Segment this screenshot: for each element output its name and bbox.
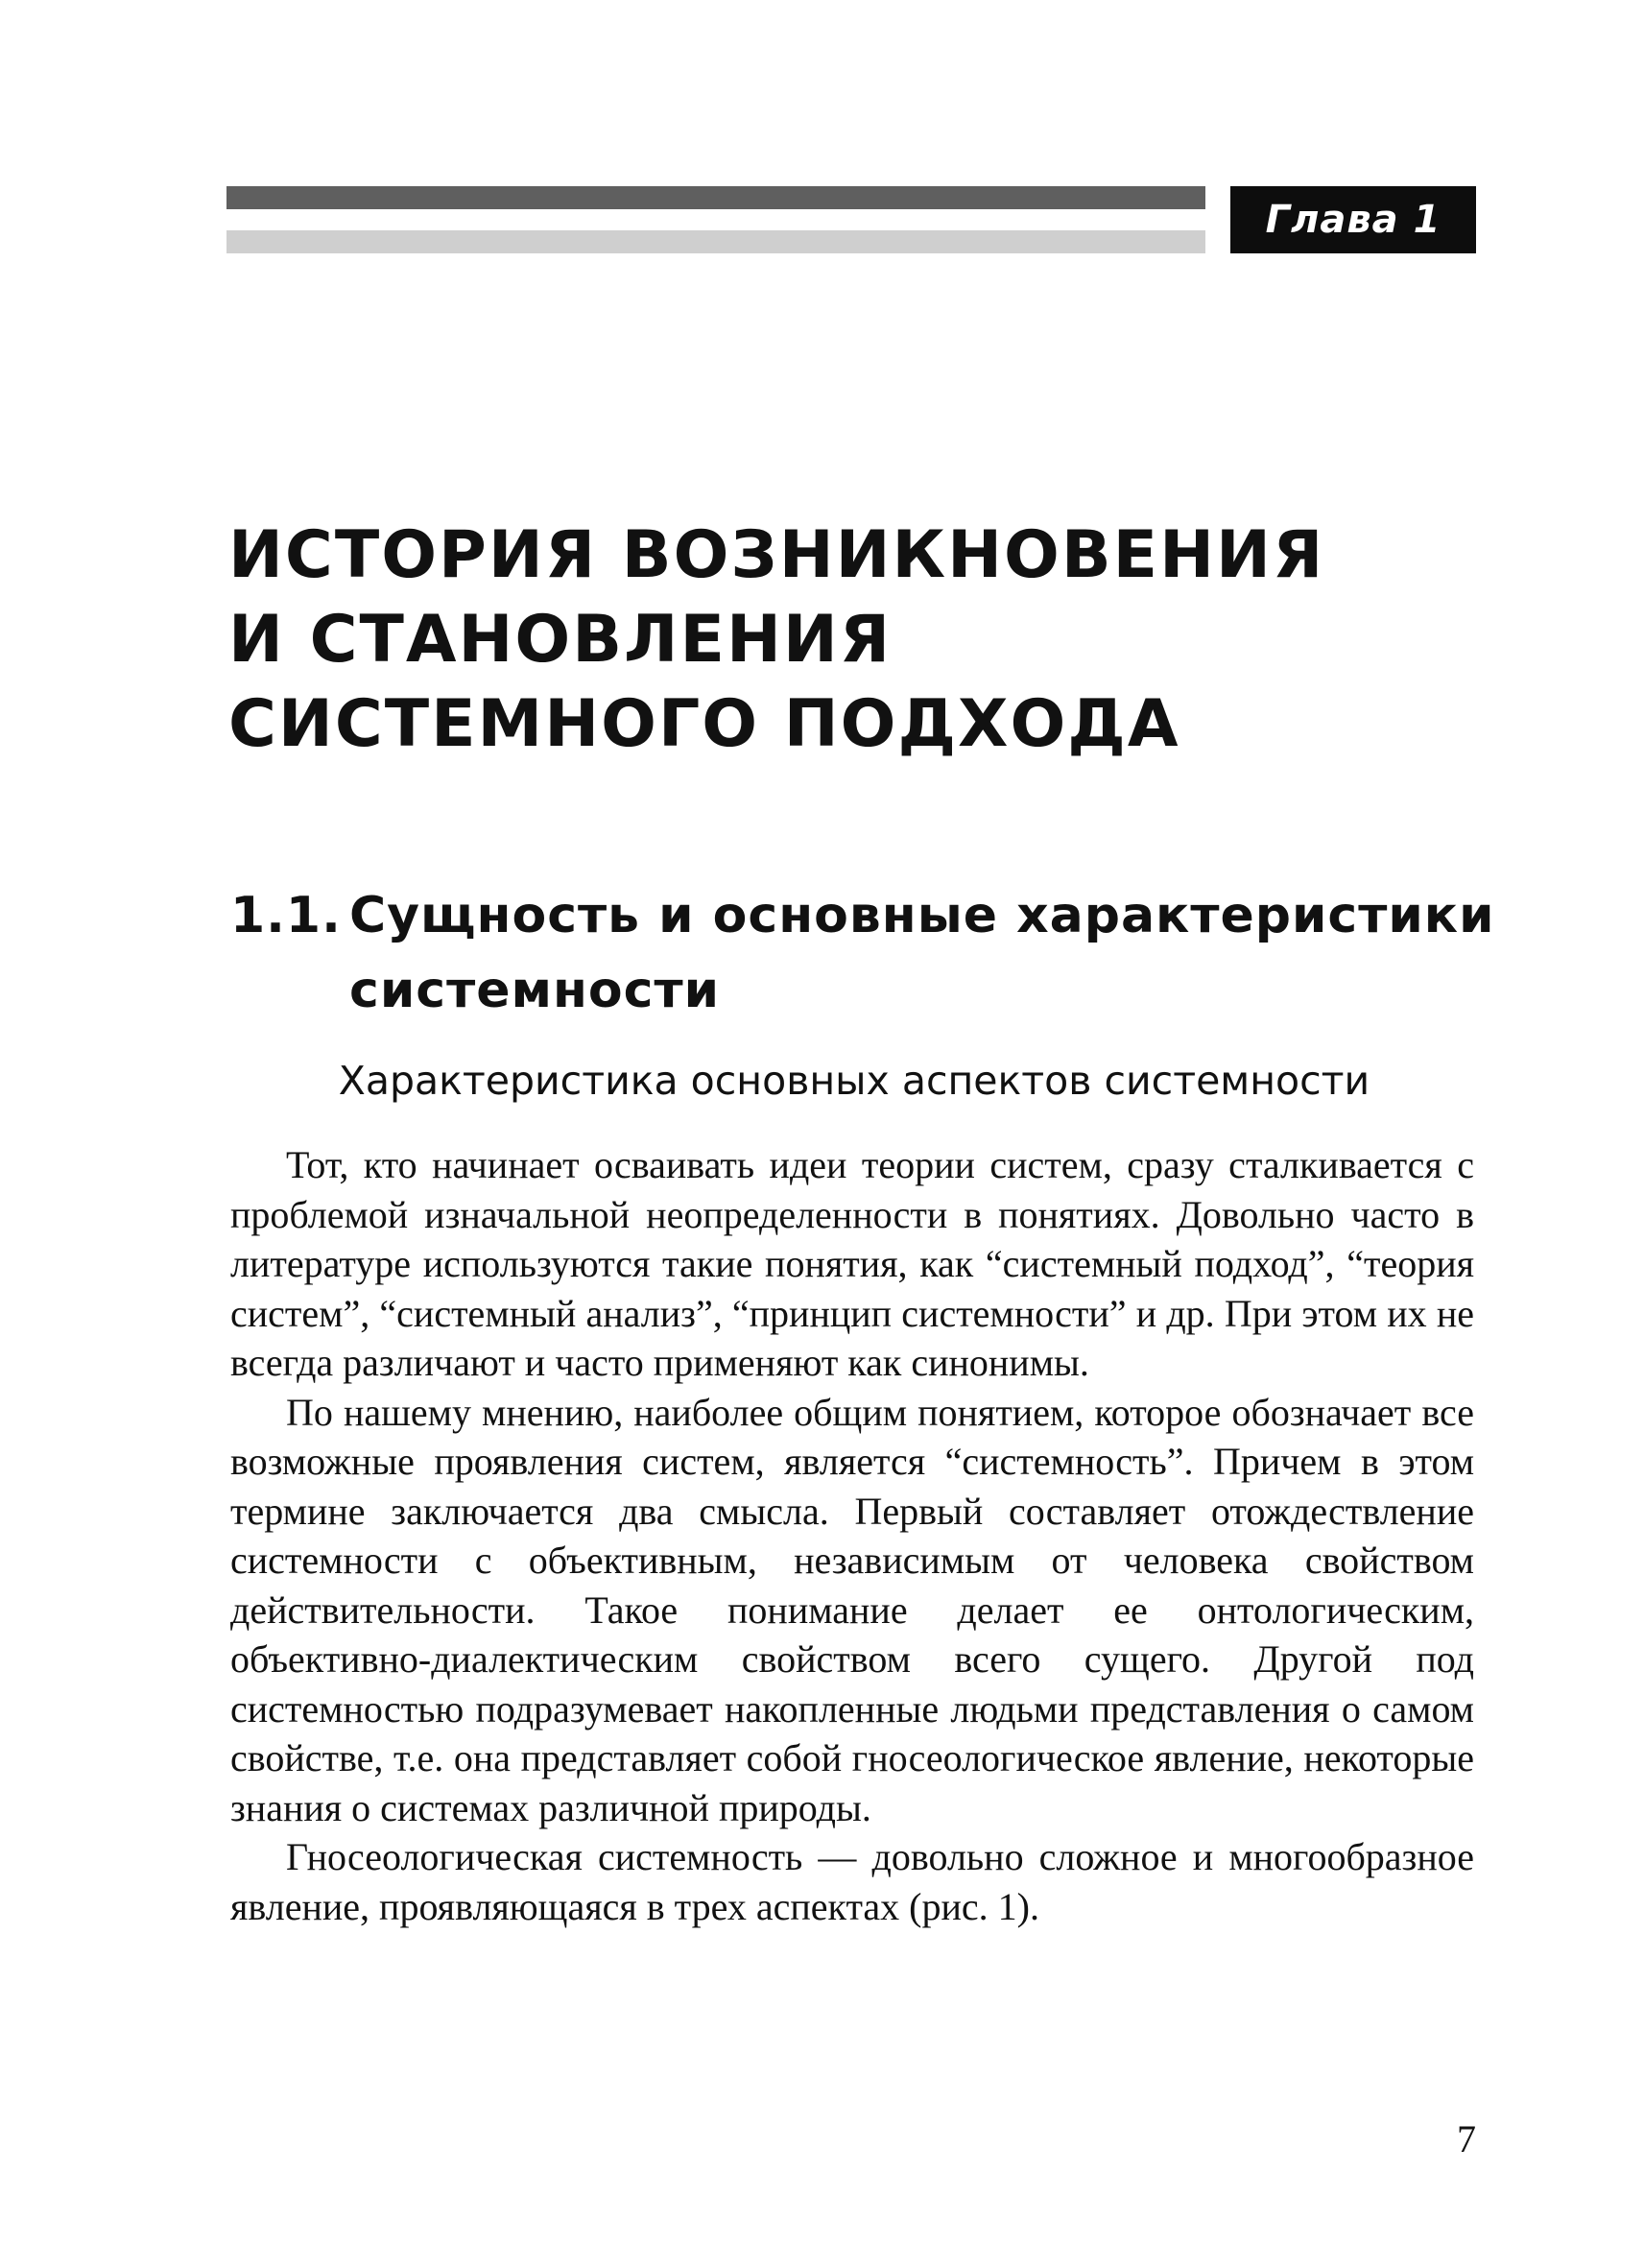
chapter-title <box>228 513 1476 767</box>
section-title-line: Сущность и основные характеристики <box>349 887 1495 944</box>
page-number: 7 <box>1457 2117 1476 2161</box>
section-title-line: системности <box>349 962 721 1019</box>
section-number: 1.1. <box>230 887 342 944</box>
paragraph: Гносеологическая системность — довольно сложное и многообразное явление, проявляющаяся в трех аспектах (рис. 1). <box>230 1835 1474 1928</box>
header-rule-light <box>226 230 1205 253</box>
chapter-badge: Глава 1 <box>1230 186 1476 253</box>
subsection-heading: Характеристика основных аспектов системности <box>338 1058 1370 1104</box>
chapter-title-line: И СТАНОВЛЕНИЯ <box>228 602 893 678</box>
section-heading <box>230 878 1497 1028</box>
body-text <box>230 1140 1474 1931</box>
paragraph: По нашему мнению, наиболее общим понятием, которое обозначает все возможные проявления систем, является “системность”. Причем в этом термине заключается два смысла. Первый составляет отождествление системности с объективным, независимым от человека свойством действительности. Такое понимание делает ее онтологическим, объективно-диалектическим свойством всего сущего. Другой под системностью подразумевает накопленные людьми представления о самом свойстве, т.е. она представляет собой гносеологическое явление, некоторые знания о системах различной природы. <box>230 1390 1474 1829</box>
chapter-title-line: СИСТЕМНОГО ПОДХОДА <box>228 686 1180 762</box>
header-rule-dark <box>226 186 1205 209</box>
chapter-title-line: ИСТОРИЯ ВОЗНИКНОВЕНИЯ <box>228 517 1325 593</box>
paragraph: Тот, кто начинает осваивать идеи теории систем, сразу сталкивается с проблемой изначальной неопределенности в понятиях. Довольно часто в литературе используются такие понятия, как “системный подход”, “теория систем”, “системный анализ”, “принцип системности” и др. При этом их не всегда различают и часто применяют как синонимы. <box>230 1143 1474 1384</box>
